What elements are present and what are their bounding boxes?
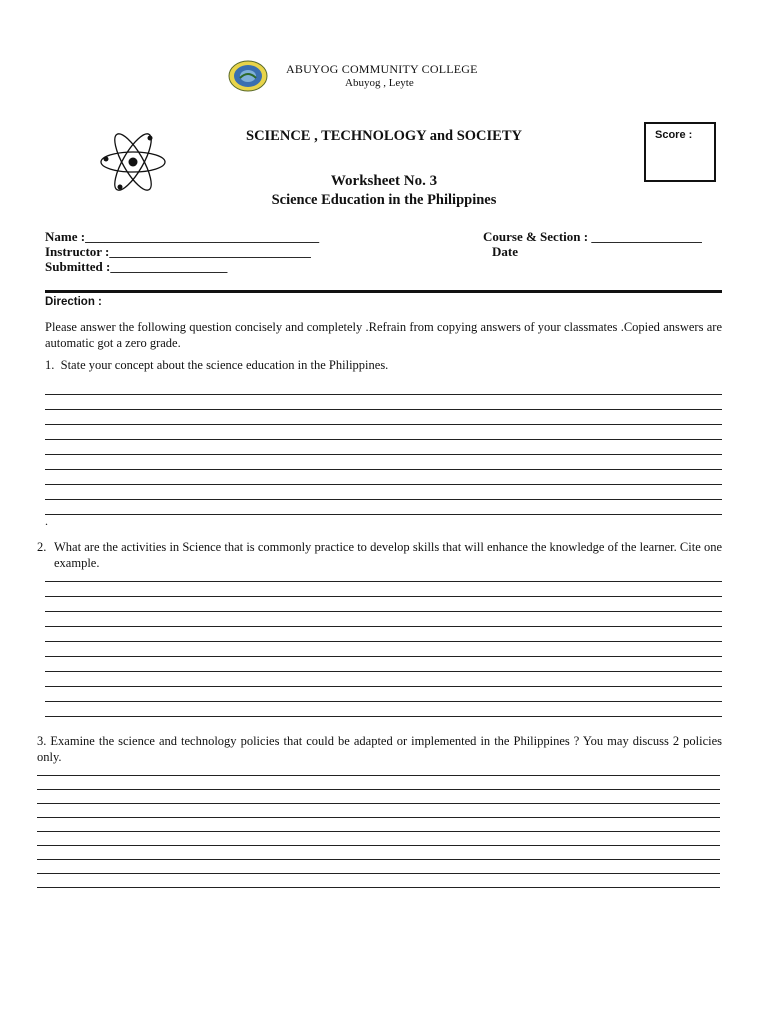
question-text: Examine the science and technology policies that could be adapted or implemented in the Philippines ? You may discuss 2 policies only. bbox=[37, 734, 722, 764]
answer-line bbox=[37, 845, 720, 846]
answer-line bbox=[45, 484, 722, 485]
answer-area-1[interactable] bbox=[45, 394, 722, 515]
answer-line bbox=[45, 671, 722, 672]
answer-line bbox=[45, 626, 722, 627]
answer-line bbox=[37, 859, 720, 860]
answer-line bbox=[45, 641, 722, 642]
answer-line bbox=[45, 424, 722, 425]
course-section-field[interactable]: Course & Section : _________________ bbox=[483, 229, 702, 244]
question-3 bbox=[37, 734, 722, 765]
question-number: 3. bbox=[37, 734, 47, 748]
answer-line bbox=[45, 611, 722, 612]
date-label: Date bbox=[492, 244, 518, 259]
college-seal-logo bbox=[228, 60, 268, 92]
question-text: State your concept about the science education in the Philippines. bbox=[60, 358, 389, 372]
answer-line bbox=[45, 439, 722, 440]
answer-line bbox=[45, 686, 722, 687]
question-text: What are the activities in Science that is commonly practice to develop skills that will enhance the knowledge of the learner. Cite one example. bbox=[54, 540, 722, 570]
answer-line bbox=[45, 581, 722, 582]
answer-line bbox=[45, 596, 722, 597]
submitted-field[interactable]: Submitted :__________________ bbox=[45, 259, 228, 274]
answer-line bbox=[37, 887, 720, 888]
answer-area-2[interactable] bbox=[45, 581, 722, 717]
answer-line bbox=[45, 701, 722, 702]
college-location: Abuyog , Leyte bbox=[345, 77, 414, 89]
answer-line bbox=[45, 499, 722, 500]
question-number: 1. bbox=[45, 358, 55, 372]
answer-line bbox=[45, 454, 722, 455]
score-label: Score : bbox=[655, 129, 693, 141]
answer-line bbox=[45, 469, 722, 470]
direction-label: Direction : bbox=[45, 296, 102, 308]
answer-area-3[interactable] bbox=[37, 775, 720, 888]
college-name: ABUYOG COMMUNITY COLLEGE bbox=[286, 62, 478, 76]
question-number: 2. bbox=[37, 540, 47, 554]
worksheet-number: Worksheet No. 3 bbox=[330, 173, 438, 189]
answer-line bbox=[45, 716, 722, 717]
answer-line bbox=[37, 831, 720, 832]
question-2 bbox=[37, 540, 722, 571]
question-1 bbox=[45, 358, 388, 374]
answer-line bbox=[37, 789, 720, 790]
answer-line bbox=[45, 656, 722, 657]
worksheet-title: Science Education in the Philippines bbox=[271, 192, 497, 208]
answer-line bbox=[45, 409, 722, 410]
direction-text: Please answer the following question concisely and completely .Refrain from copying answers of your classmates .Copied answers are automatic got a zero grade. bbox=[45, 320, 722, 350]
section-divider bbox=[45, 290, 722, 293]
answer-line bbox=[37, 775, 720, 776]
instructor-field[interactable]: Instructor :_______________________________ bbox=[45, 244, 311, 259]
subject-title: SCIENCE , TECHNOLOGY and SOCIETY bbox=[246, 128, 522, 144]
answer-line bbox=[45, 514, 722, 515]
answer-line bbox=[37, 817, 720, 818]
trailing-dot: . bbox=[45, 514, 48, 528]
answer-line bbox=[45, 394, 722, 395]
answer-line bbox=[37, 873, 720, 874]
name-field[interactable]: Name :____________________________________ bbox=[45, 229, 320, 244]
answer-line bbox=[37, 803, 720, 804]
